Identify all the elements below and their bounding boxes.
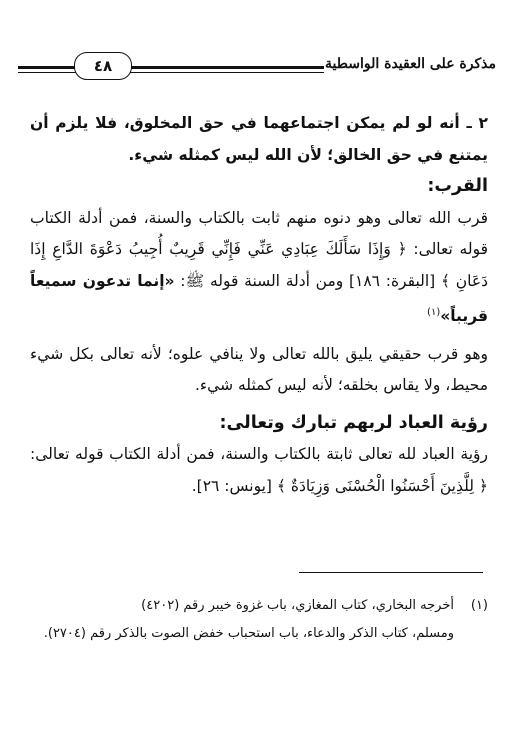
footnote-text-1: أخرجه البخاري، كتاب المغازي، باب غزوة خيبر رقم (٤٢٠٢) xyxy=(141,598,454,613)
quran-verse-yunus: ﴿ لِلَّذِينَ أَحْسَنُوا الْحُسْنَى وَزِيَادَةٌ ﴾ xyxy=(276,476,488,495)
footnote-number: (١) xyxy=(470,598,488,613)
heading-ruya: رؤية العباد لربهم تبارك وتعالى: xyxy=(219,412,488,433)
running-title: مذكرة على العقيدة الواسطية xyxy=(325,56,496,72)
hadith-text: «إنما تدعون سميعاً قريباً» xyxy=(30,271,488,326)
footnote-separator xyxy=(299,572,483,573)
main-text xyxy=(30,108,488,502)
header-rule-thick xyxy=(18,66,324,69)
footnote-line-1 xyxy=(30,592,488,620)
verse-reference-baqarah: [البقرة: ١٨٦] ومن أدلة السنة قوله ﷺ: xyxy=(180,271,436,290)
page-number: ٤٨ xyxy=(74,52,132,80)
footnote-marker: (١) xyxy=(427,307,441,318)
qurb-intro-text: قرب الله تعالى وهو دنوه منهم ثابت بالكتاب والسنة، فمن أدلة الكتاب قوله تعالى: xyxy=(30,208,488,258)
header-rule-thin xyxy=(18,72,324,73)
paragraph-ruya-evidence xyxy=(30,439,488,502)
footnote-line-2: ومسلم، كتاب الذكر والدعاء، باب استحباب خفض الصوت بالذكر رقم (٢٧٠٤). xyxy=(43,626,454,641)
quran-verse-baqarah: ﴿ وَإِذَا سَأَلَكَ عِبَادِي عَنِّي فَإِنِّي قَرِيبٌ أُجِيبُ دَعْوَةَ الدَّاعِ إِذَا دَعَانِ ﴾ xyxy=(30,240,488,290)
heading-qurb: القرب: xyxy=(427,176,488,196)
verse-reference-yunus: [يونس: ٢٦]. xyxy=(191,476,272,495)
paragraph-qurb-nature: وهو قرب حقيقي يليق بالله تعالى ولا ينافي علوه؛ لأنه تعالى بكل شيء محيط، ولا يقاس بخلقه؛ لأنه ليس كمثله شيء. xyxy=(30,344,488,395)
ruya-intro-text: رؤية العباد لله تعالى ثابتة بالكتاب والسنة، فمن أدلة الكتاب قوله تعالى: xyxy=(30,445,488,464)
footnote xyxy=(30,592,488,648)
paragraph-qurb-evidence xyxy=(30,203,488,333)
paragraph-point-2: ٢ ـ أنه لو لم يمكن اجتماعهما في حق المخلوق، فلا يلزم أن يمتنع في حق الخالق؛ لأن الله ليس كمثله شيء. xyxy=(30,114,488,164)
page-header xyxy=(18,52,496,82)
